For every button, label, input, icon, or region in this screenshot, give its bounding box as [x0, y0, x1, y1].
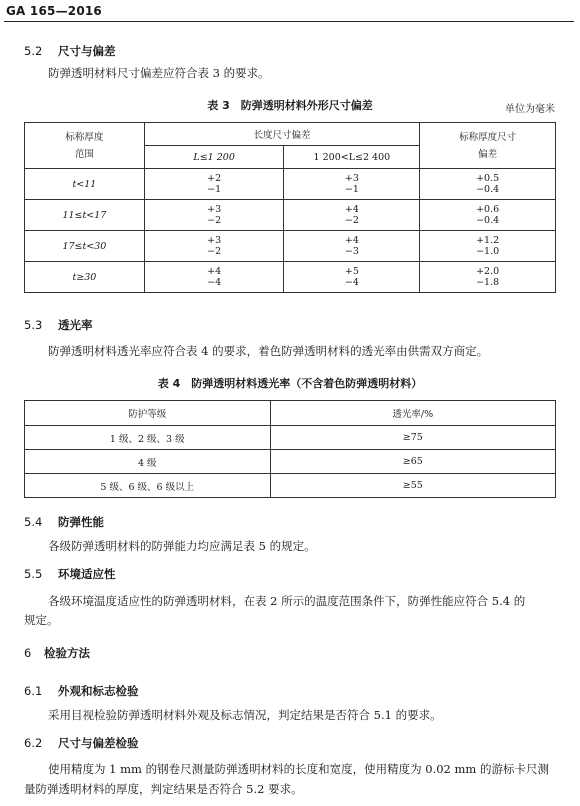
- table-row: [25, 450, 556, 474]
- table-row: [25, 200, 556, 231]
- section-number: 5.2: [24, 44, 43, 58]
- table-row: [25, 474, 556, 498]
- section-5-5-paragraph: 各级环境温度适应性的防弹透明材料，在表 2 所示的温度范围条件下，防弹性能应符合 5.4 的: [48, 594, 526, 608]
- deviation-cell: +3 −1: [284, 169, 420, 200]
- deviation-cell: +5 −4: [284, 262, 420, 293]
- section-number: 6.1: [24, 684, 43, 698]
- deviation-cell: +3 −2: [144, 200, 284, 231]
- section-5-2-paragraph: 防弹透明材料尺寸偏差应符合表 3 的要求。: [48, 66, 270, 80]
- head-length-range-2: 1 200<L≤2 400: [284, 146, 420, 169]
- deviation-cell: +0.6 −0.4: [420, 200, 556, 231]
- range-cell: 17≤t<30: [25, 231, 145, 262]
- section-6-heading: [24, 645, 90, 661]
- level-cell: 5 级、6 级、6 级以上: [25, 474, 271, 498]
- section-title: 尺寸与偏差检验: [58, 736, 139, 750]
- section-6-1-paragraph: 采用目视检验防弹透明材料外观及标志情况，判定结果是否符合 5.1 的要求。: [48, 708, 442, 722]
- table-4: [24, 400, 556, 498]
- section-6-1-heading: [24, 683, 139, 699]
- head-transmittance: 透光率/%: [270, 401, 555, 426]
- section-5-3-paragraph: 防弹透明材料透光率应符合表 4 的要求，着色防弹透明材料的透光率由供需双方商定。: [48, 344, 489, 358]
- deviation-cell: +4 −2: [284, 200, 420, 231]
- table-3: [24, 122, 556, 293]
- transmittance-cell: ≥75: [270, 426, 555, 450]
- table-row: [25, 426, 556, 450]
- deviation-cell: +0.5 −0.4: [420, 169, 556, 200]
- head-thickness-range: 标称厚度 范围: [25, 123, 145, 169]
- level-cell: 4 级: [25, 450, 271, 474]
- table-4-caption-wrap: [0, 375, 580, 391]
- transmittance-cell: ≥55: [270, 474, 555, 498]
- head-thickness-tolerance: 标称厚度尺寸 偏差: [420, 123, 556, 169]
- section-title: 检验方法: [44, 646, 90, 660]
- deviation-cell: +4 −3: [284, 231, 420, 262]
- section-title: 外观和标志检验: [58, 684, 139, 698]
- level-cell: 1 级、2 级、3 级: [25, 426, 271, 450]
- deviation-cell: +2.0 −1.8: [420, 262, 556, 293]
- header-rule: [4, 21, 574, 22]
- document-id: GA 165—2016: [6, 4, 102, 18]
- table-3-caption: 表 3 防弹透明材料外形尺寸偏差: [207, 99, 373, 112]
- transmittance-cell: ≥65: [270, 450, 555, 474]
- section-6-2-paragraph-cont: 量防弹透明材料的厚度，判定结果是否符合 5.2 要求。: [24, 782, 303, 796]
- section-title: 环境适应性: [58, 567, 116, 581]
- section-5-5-paragraph-cont: 规定。: [24, 613, 59, 627]
- section-6-2-heading: [24, 735, 139, 751]
- section-title: 尺寸与偏差: [58, 44, 116, 58]
- deviation-cell: +4 −4: [144, 262, 284, 293]
- section-5-5-heading: [24, 566, 116, 582]
- table-3-caption-wrap: [0, 97, 580, 113]
- deviation-cell: +1.2 −1.0: [420, 231, 556, 262]
- section-5-4-heading: [24, 514, 104, 530]
- table-row: [25, 169, 556, 200]
- deviation-cell: +2 −1: [144, 169, 284, 200]
- table-3-unit: 单位为毫米: [505, 104, 555, 115]
- section-6-2-paragraph: 使用精度为 1 mm 的钢卷尺测量防弹透明材料的长度和宽度，使用精度为 0.02 mm 的游标卡尺测: [48, 762, 549, 776]
- deviation-cell: +3 −2: [144, 231, 284, 262]
- table-row: [25, 231, 556, 262]
- section-number: 5.5: [24, 567, 43, 581]
- section-number: 5.4: [24, 515, 43, 529]
- section-number: 5.3: [24, 318, 43, 332]
- section-number: 6.2: [24, 736, 43, 750]
- head-protection-level: 防护等级: [25, 401, 271, 426]
- section-5-4-paragraph: 各级防弹透明材料的防弹能力均应满足表 5 的规定。: [48, 539, 316, 553]
- table-row: [25, 262, 556, 293]
- range-cell: t≥30: [25, 262, 145, 293]
- range-cell: t<11: [25, 169, 145, 200]
- section-5-3-heading: [24, 317, 93, 333]
- table-4-caption: 表 4 防弹透明材料透光率（不含着色防弹透明材料）: [157, 377, 423, 390]
- section-number: 6: [24, 646, 32, 660]
- head-length-deviation: 长度尺寸偏差: [144, 123, 419, 146]
- head-length-range-1: L≤1 200: [144, 146, 284, 169]
- range-cell: 11≤t<17: [25, 200, 145, 231]
- section-5-2-heading: [24, 43, 116, 59]
- section-title: 防弹性能: [58, 515, 104, 529]
- section-title: 透光率: [58, 318, 93, 332]
